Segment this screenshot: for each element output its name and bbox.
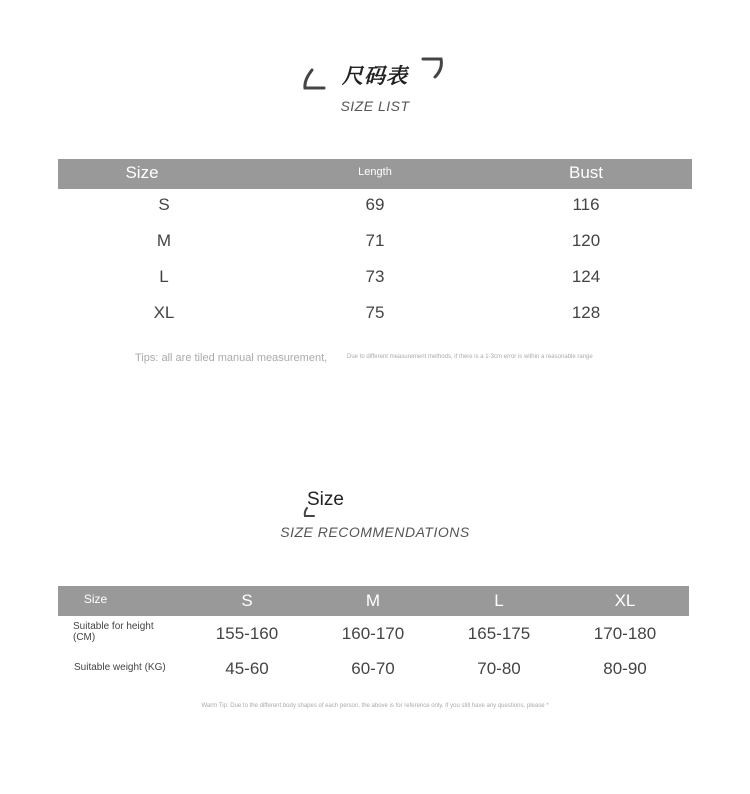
table-row [58,656,689,686]
recommend-subtitle: SIZE RECOMMENDATIONS [280,524,470,540]
bust-cell: 116 [572,195,600,214]
table-row [58,303,692,333]
table-row [58,231,692,261]
header-xl: XL [614,591,636,610]
bust-cell: 120 [571,231,601,250]
size-cell: S [158,195,170,214]
bust-cell: 128 [571,303,601,322]
height-cell: 170-180 [593,624,657,643]
table-header-row [58,586,689,616]
weight-cell: 80-90 [603,659,647,678]
page-title: 尺码表 [342,64,408,88]
table-row [58,267,692,297]
row-label-height: Suitable for height (CM) [73,621,154,643]
header-bust: Bust [568,163,604,182]
header-size: Size [83,592,108,606]
length-cell: 69 [365,195,385,214]
height-cell: 165-175 [467,624,531,643]
header-l: L [494,591,504,610]
header-s: S [241,591,253,610]
table-row [58,195,692,225]
header-m: M [365,591,381,610]
height-cell: 160-170 [341,624,405,643]
row-label-weight: Suitable weight (KG) [74,662,166,673]
height-cell: 155-160 [215,624,279,643]
measurement-error-note: Due to different measurement methods, if there is a 1-3cm error is within a reasonable range [347,354,593,360]
length-cell: 75 [365,303,385,322]
page-subtitle: SIZE LIST [340,98,410,114]
header-size: Size [125,163,159,182]
weight-cell: 45-60 [225,659,269,678]
table-row [58,620,689,650]
bust-cell: 124 [571,267,601,286]
size-cell: XL [153,303,175,322]
length-cell: 71 [365,231,385,250]
table-header-row [58,159,692,189]
size-cell: M [156,231,172,250]
measurement-tip: Tips: all are tiled manual measurement, [135,352,328,364]
size-cell: L [159,267,169,286]
length-cell: 73 [365,267,385,286]
header-length: Length [358,166,392,178]
weight-cell: 60-70 [351,659,395,678]
weight-cell: 70-80 [477,659,521,678]
recommend-title: Size [307,489,344,510]
warm-tip: Warm Tip: Due to the different body shapes of each person, the above is for reference only. If you still have any questions, please * [201,703,549,709]
right-bracket-decoration [421,55,447,81]
